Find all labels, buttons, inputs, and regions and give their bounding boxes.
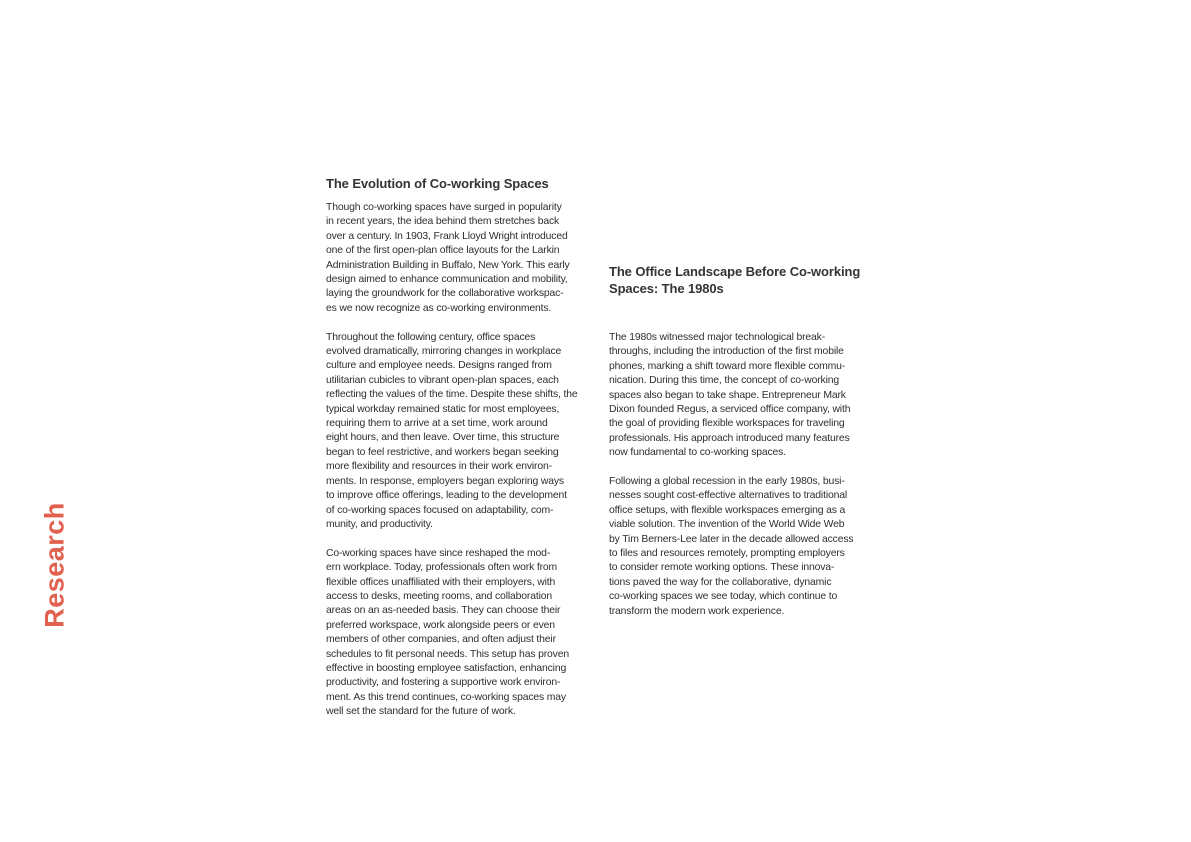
section-label: Research — [39, 502, 70, 628]
text-line: Though co-working spaces have surged in popularity — [326, 202, 562, 213]
text-line: of co-working spaces focused on adaptability, com- — [326, 504, 554, 516]
paragraph — [326, 331, 577, 533]
text-line: over a century. In 1903, Frank Lloyd Wright introduced — [326, 230, 568, 242]
text-line: co-working spaces we see today, which continue to — [609, 591, 838, 603]
text-line: the goal of providing flexible workspaces for traveling — [609, 418, 845, 430]
text-line: phones, marking a shift toward more flexible commu- — [609, 360, 846, 372]
text-line: Following a global recession in the early 1980s, busi- — [609, 476, 845, 488]
text-line: one of the first open-plan office layouts for the Larkin — [326, 245, 560, 257]
text-line: Dixon founded Regus, a serviced office company, with — [609, 404, 851, 416]
section-heading — [609, 263, 860, 297]
text-line: laying the groundwork for the collaborative workspac- — [326, 288, 564, 300]
text-line: Co-working spaces have since reshaped the mod- — [326, 547, 551, 559]
text-line: access to desks, meeting rooms, and collaboration — [326, 590, 552, 602]
text-line: effective in boosting employee satisfaction, enhancing — [326, 662, 567, 674]
text-line: requiring them to arrive at a set time, work around — [326, 418, 548, 430]
paragraph — [609, 331, 860, 461]
paragraph — [326, 547, 577, 720]
text-line: spaces also began to take shape. Entrepreneur Mark — [609, 389, 846, 401]
heading-line: The Office Landscape Before Co-working — [609, 264, 861, 279]
text-line: in recent years, the idea behind them stretches back — [326, 216, 560, 228]
text-line: munity, and productivity. — [326, 518, 433, 530]
text-line: now fundamental to co-working spaces. — [609, 447, 786, 459]
section-heading — [326, 175, 577, 192]
text-line: design aimed to enhance communication and mobility, — [326, 274, 568, 286]
text-line: Throughout the following century, office spaces — [326, 331, 536, 343]
text-line: began to feel restrictive, and workers began seeking — [326, 446, 559, 458]
text-line: es we now recognize as co-working environments. — [326, 302, 552, 314]
text-line: schedules to fit personal needs. This setup has proven — [326, 648, 569, 660]
text-line: preferred workspace, work alongside peers or even — [326, 619, 555, 631]
text-line: tions paved the way for the collaborative, dynamic — [609, 576, 832, 588]
text-line: professionals. His approach introduced many features — [609, 432, 850, 444]
text-line: The 1980s witnessed major technological break- — [609, 332, 826, 343]
text-line: nesses sought cost-effective alternatives to traditional — [609, 490, 848, 502]
text-line: nication. During this time, the concept of co-working — [609, 375, 839, 387]
text-line: to files and resources remotely, prompting employers — [609, 548, 845, 560]
text-line: flexible offices unaffiliated with their employers, with — [326, 576, 556, 588]
heading-line: The Evolution of Co-working Spaces — [326, 176, 549, 191]
text-line: typical workday remained static for most employees, — [326, 403, 560, 415]
paragraph — [326, 201, 577, 316]
paragraph — [609, 475, 860, 619]
text-line: ern workplace. Today, professionals often work from — [326, 562, 558, 574]
text-line: to improve office offerings, leading to the development — [326, 490, 567, 502]
text-line: transform the modern work experience. — [609, 605, 785, 617]
article-body — [609, 331, 860, 619]
text-line: well set the standard for the future of work. — [326, 706, 516, 718]
text-line: to consider remote working options. These innova- — [609, 562, 835, 574]
text-line: members of other companies, and often adjust their — [326, 634, 556, 646]
text-line: more flexibility and resources in their work environ- — [326, 461, 552, 473]
text-line: productivity, and fostering a supportive work environ- — [326, 677, 561, 689]
text-line: Administration Building in Buffalo, New York. This early — [326, 259, 570, 271]
text-line: evolved dramatically, mirroring changes in workplace — [326, 346, 562, 358]
left-column — [326, 175, 577, 720]
text-line: ment. As this trend continues, co-working spaces may — [326, 691, 566, 703]
text-line: by Tim Berners-Lee later in the decade allowed access — [609, 533, 854, 545]
text-line: reflecting the values of the time. Despite these shifts, the — [326, 389, 578, 401]
text-line: areas on an as-needed basis. They can choose their — [326, 605, 561, 617]
text-line: viable solution. The invention of the World Wide Web — [609, 519, 845, 531]
text-line: office setups, with flexible workspaces emerging as a — [609, 504, 846, 516]
article-body — [326, 201, 577, 720]
heading-line: Spaces: The 1980s — [609, 281, 724, 296]
text-line: ments. In response, employers began exploring ways — [326, 475, 564, 487]
text-line: eight hours, and then leave. Over time, this structure — [326, 432, 560, 444]
text-line: throughs, including the introduction of the first mobile — [609, 346, 844, 358]
text-line: utilitarian cubicles to vibrant open-plan spaces, each — [326, 374, 559, 386]
right-column — [609, 263, 860, 619]
text-line: culture and employee needs. Designs ranged from — [326, 360, 552, 372]
